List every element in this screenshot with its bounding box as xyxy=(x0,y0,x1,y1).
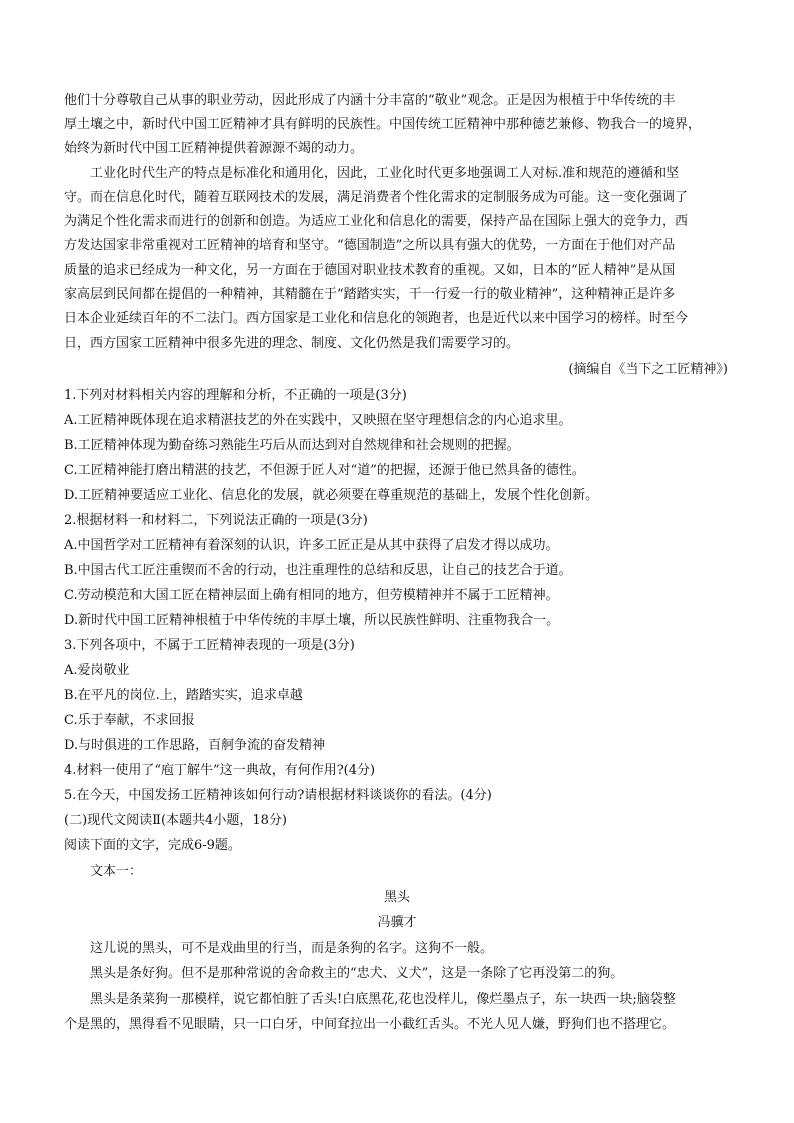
question-1-option-b: B.工匠精神体现为勤奋练习熟能生巧后从而达到对自然规律和社会规则的把握。 xyxy=(64,438,520,453)
text-label: 文本一： xyxy=(90,864,143,879)
material-p2-line-4: 方发达国家非常重视对工匠精神的培育和坚守。“德国制造”之所以具有强大的优势，一方面在于他们对产品 xyxy=(64,238,676,253)
story-title: 黑头 xyxy=(383,890,410,905)
question-2: 2.根据材料一和材料二，下列说法正确的一项是(3分) xyxy=(64,513,368,528)
question-3-option-d: D.与时俱进的工作思路，百舸争流的奋发精神 xyxy=(64,738,326,753)
question-1: 1.下列对材料相关内容的理解和分析，不正确的一项是(3分) xyxy=(64,388,407,403)
material-p2-line-7: 日本企业延续百年的不二法门。西方国家是工业化和信息化的领跑者，也是近代以来中国学习的榜样。时至今 xyxy=(64,311,689,326)
question-1-option-a: A.工匠精神既体现在追求精湛技艺的外在实践中，又映照在坚守理想信念的内心追求里。 xyxy=(64,413,572,428)
material-p2-line-6: 家高层到民间都在提倡的一种精神，其精髓在于“踏踏实实，干一行爱一行的敬业精神”，这种精神正是许多 xyxy=(64,287,676,302)
question-1-option-c: C.工匠精神能打磨出精湛的技艺，不但源于匠人对“道”的把握，还源于他已然具备的德性。 xyxy=(64,463,585,478)
question-1-option-d: D.工匠精神要适应工业化、信息化的发展，就必须要在尊重规范的基础上，发展个性化创新。 xyxy=(64,488,599,503)
question-3-option-a: A.爱岗敬业 xyxy=(64,663,130,678)
material-p1-line-1: 他们十分尊敬自己从事的职业劳动，因此形成了内涵十分丰富的“敬业”观念。正是因为根植于中华传统的丰 xyxy=(64,93,676,108)
material-p2-line-1: 工业化时代生产的特点是标准化和通用化，因此，工业化时代更多地强调工人对标.准和规范的遵循和坚 xyxy=(90,166,680,181)
question-2-option-d: D.新时代中国工匠精神根植于中华传统的丰厚土壤，所以民族性鲜明、注重物我合一。 xyxy=(64,613,560,628)
question-3: 3.下列各项中，不属于工匠精神表现的一项是(3分) xyxy=(64,638,355,653)
section-heading: (二)现代文阅读Ⅱ(本题共4小题，18分) xyxy=(64,813,287,828)
question-5: 5.在今天，中国发扬工匠精神该如何行动?请根据材料谈谈你的看法。(4分) xyxy=(64,788,492,803)
section-instruction: 阅读下面的文字，完成6-9题。 xyxy=(64,838,241,853)
question-3-option-b: B.在平凡的岗位.上，踏踏实实，追求卓越 xyxy=(64,688,303,703)
material-p2-line-2: 守。而在信息化时代，随着互联网技术的发展，满足消费者个性化需求的定制服务成为可能。这一变化强调了 xyxy=(64,190,689,205)
question-2-option-b: B.中国古代工匠注重锲而不舍的行动，也注重理性的总结和反思，让自己的技艺合于道。 xyxy=(64,563,572,578)
question-3-option-c: C.乐于奉献，不求回报 xyxy=(64,713,195,728)
story-line-4: 个是黑的，黑得看不见眼睛，只一口白牙，中间耷拉出一小截红舌头。不光人见人嫌，野狗们也不搭理它。 xyxy=(64,1017,676,1032)
story-line-2: 黑头是条好狗。但不是那种常说的舍命救主的“忠犬、义犬”，这是一条除了它再没第二的狗。 xyxy=(90,966,624,981)
question-2-option-a: A.中国哲学对工匠精神有着深刻的认识，许多工匠正是从其中获得了启发才得以成功。 xyxy=(64,538,559,553)
story-author: 冯骥才 xyxy=(377,915,417,930)
story-line-1: 这儿说的黑头，可不是戏曲里的行当，而是条狗的名字。这狗不一般。 xyxy=(90,941,494,956)
question-2-option-c: C.劳动模范和大国工匠在精神层面上确有相同的地方，但劳模精神并不属于工匠精神。 xyxy=(64,588,559,603)
material-source: (摘编自《当下之工匠精神》) xyxy=(568,362,728,377)
material-p2-line-8: 日，西方国家工匠精神中很多先进的理念、制度、文化仍然是我们需要学习的。 xyxy=(64,336,520,351)
material-p1-line-3: 始终为新时代中国工匠精神提供着源源不竭的动力。 xyxy=(64,141,364,156)
story-line-3: 黑头是条菜狗一那模样，说它都怕脏了舌头!白底黑花,花也没样儿，像烂墨点子，东一块西一块;脑袋整 xyxy=(90,992,676,1007)
question-4: 4.材料一使用了“庖丁解牛”这一典故，有何作用?(4分) xyxy=(64,763,376,778)
material-p2-line-3: 为满足个性化需求而进行的创新和创造。为适应工业化和信息化的需要，保持产品在国际上强大的竞争力，西 xyxy=(64,214,689,229)
material-p2-line-5: 质量的追求已经成为一种文化，另一方面在于德国对职业技术教育的重视。又如，日本的“匠人精神”是从国 xyxy=(64,263,676,278)
material-p1-line-2: 厚土壤之中，新时代中国工匠精神才具有鲜明的民族性。中国传统工匠精神中那种德艺兼修、物我合一的境界， xyxy=(64,117,702,132)
